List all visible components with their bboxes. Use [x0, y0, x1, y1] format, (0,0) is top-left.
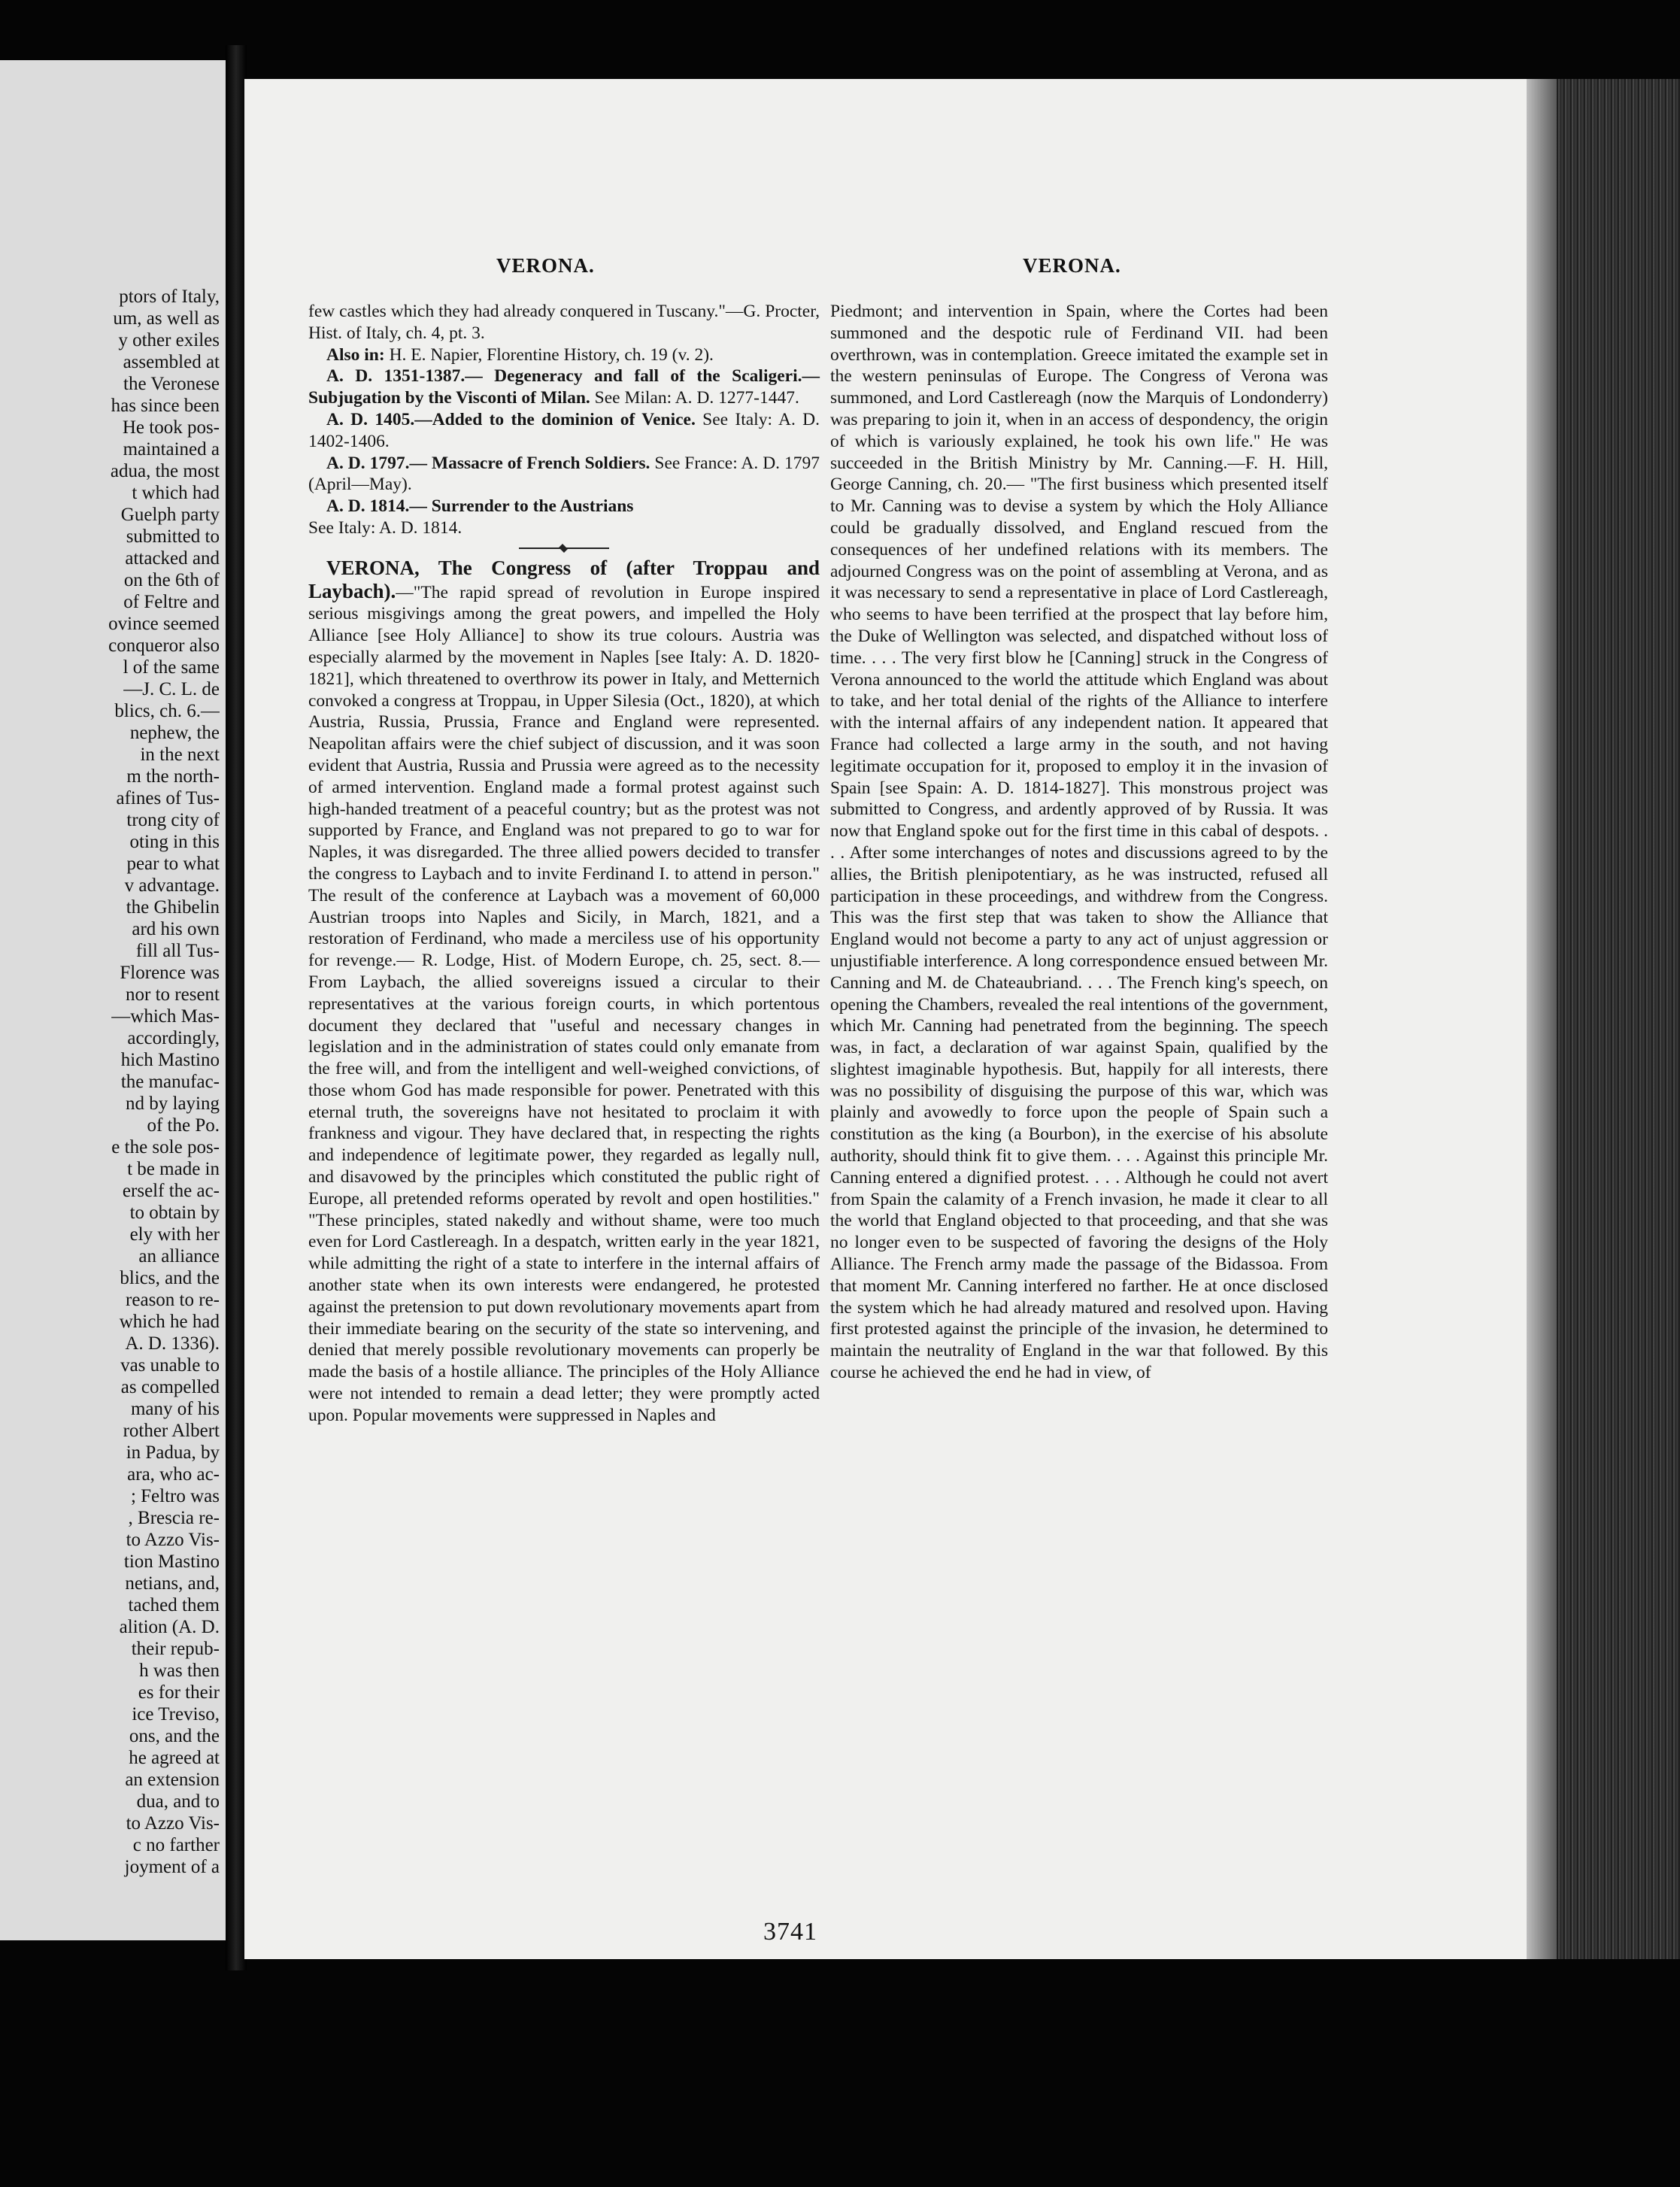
fragment-line: netians, and, — [125, 1573, 220, 1594]
fragment-line: h was then — [139, 1661, 220, 1681]
section-divider-ornament — [519, 544, 609, 553]
fragment-line: an alliance — [138, 1246, 220, 1266]
left-column — [308, 301, 820, 1427]
fragment-line: rother Albert — [123, 1421, 220, 1441]
fragment-line: ovince seemed — [108, 614, 220, 634]
entry-heading: A. D. 1351-1387.— Degeneracy and fall of the Scaligeri.— Subjugation by the Visconti of Milan. — [308, 366, 820, 408]
fragment-line: alition (A. D. — [119, 1617, 220, 1637]
congress-entry — [308, 557, 820, 1427]
fragment-line: m the north- — [126, 766, 220, 787]
fragment-line: trong city of — [126, 810, 220, 830]
fragment-line: A. D. 1336). — [125, 1333, 220, 1354]
entry-reference: See Italy: A. D. 1402-1406. — [308, 409, 820, 451]
fragment-line: ons, and the — [129, 1726, 220, 1746]
fragment-line: maintained a — [123, 439, 220, 460]
fragment-line: hich Mastino — [120, 1050, 220, 1070]
fragment-line: blics, and the — [120, 1268, 220, 1288]
also-in-label: Also in: — [326, 344, 385, 365]
fragment-line: , Brescia re- — [128, 1508, 220, 1528]
book-gutter — [226, 45, 247, 1970]
also-in-text: H. E. Napier, Florentine History, ch. 19 (v. 2). — [389, 344, 714, 365]
fragment-line: dua, and to — [136, 1791, 220, 1812]
fragment-line: erself the ac- — [122, 1181, 220, 1201]
fragment-line: many of his — [130, 1399, 220, 1419]
fragment-line: he agreed at — [129, 1748, 220, 1768]
congress-text: —"The rapid spread of revolution in Europe inspired serious misgivings among the great powers, and impelled the Holy Alliance [see Holy Alliance] to show its true colours. Austria was especially alarmed by the movement in Naples [see Italy: A. D. 1820-1821], which threatened to overthrow its power in Italy, and Metternich convoked a congress at Troppau, in Upper Silesia (Oct., 1820), at which Austria, Russia, Prussia, France and England were represented. Neapolitan affairs were the chief subject of discussion, and it was soon evident that Austria, Russia and Prussia were agreed as to the necessity of armed intervention. England made a formal protest against such high-handed treatment of a peaceful country; but as the protest was not supported by France, and England was not prepared to go to war for Naples, it was disregarded. The three allied powers decided to transfer the congress to Laybach and to invite Ferdinand I. to attend in person." The result of the conference at Laybach was a movement of 60,000 Austrian troops into Naples and Sicily, in March, 1821, and a restoration of Ferdinand, who made a merciless use of his opportunity for revenge.— R. Lodge, Hist. of Modern Europe, ch. 25, sect. 8.— From Laybach, the allied sovereigns issued a circular to their representatives at the various foreign courts, in which portentous document they declared that "useful and necessary changes in legislation and in the administration of states could only emanate from the free will, and from the intelligent and well-weighed convictions, of those whom God has made responsible for power. Penetrated with this eternal truth, the sovereigns have not hesitated to proclaim it with frankness and vigour. They have declared that, in respecting the rights and independence of legitimate power, they regarded as legally null, and disavowed by the principles which constituted the public right of Europe, all pretended reforms operated by revolt and open hostilities." "These principles, stated nakedly and without shame, were too much even for Lord Castlereagh. In a despatch, written early in the year 1821, while admitting the right of a state to interfere in the internal affairs of another state when its own interests were endangered, he protested against the pretension to put down revolutionary movements apart from their immediate bearing on the security of the state so intervening, and denied that merely possible revolutionary movements can properly be made the basis of a hostile alliance. The principles of the Holy Alliance were not intended to remain a dead letter; they were promptly acted upon. Popular movements were suppressed in Naples and — [308, 582, 820, 1425]
fragment-line: t which had — [132, 483, 220, 503]
fragment-line: l of the same — [123, 657, 220, 678]
entry — [308, 453, 820, 496]
entry — [308, 409, 820, 453]
fragment-line: in the next — [140, 745, 220, 765]
running-head-right: VERONA. — [1023, 254, 1121, 277]
page-edges — [1527, 79, 1680, 1959]
fragment-line: submitted to — [126, 526, 220, 547]
fragment-line: an extension — [125, 1770, 220, 1790]
entry-reference: See Milan: A. D. 1277-1447. — [594, 388, 799, 408]
fragment-line: on the 6th of — [123, 570, 220, 590]
right-column — [830, 301, 1328, 1384]
also-in-reference — [308, 344, 820, 366]
fragment-line: the Ghibelin — [126, 897, 220, 918]
fragment-line: oting in this — [129, 832, 220, 852]
fragment-line: es for their — [138, 1682, 220, 1703]
fragment-line: the manufac- — [120, 1072, 220, 1092]
fragment-line: ard his own — [132, 919, 220, 939]
entry — [308, 496, 820, 539]
fragment-line: —J. C. L. de — [123, 679, 220, 699]
fragment-line: has since been — [111, 396, 220, 416]
fragment-line: ice Treviso, — [132, 1704, 220, 1724]
fragment-line: the Veronese — [123, 374, 220, 394]
entry-heading: A. D. 1797.— Massacre of French Soldiers. — [326, 453, 650, 473]
fragment-line: um, as well as — [113, 308, 220, 329]
fragment-line: nephew, the — [129, 723, 220, 743]
fragment-line: vas unable to — [120, 1355, 220, 1376]
running-head-left: VERONA. — [496, 254, 595, 277]
fragment-line: tached them — [128, 1595, 220, 1615]
fragment-line: fill all Tus- — [135, 941, 220, 961]
fragment-line: pear to what — [126, 854, 220, 874]
congress-heading: VERONA, The Congress of (after Troppau and Laybach). — [308, 556, 820, 602]
fragment-line: t be made in — [127, 1159, 220, 1179]
fragment-line: He took pos- — [122, 417, 220, 438]
fragment-line: conqueror also — [108, 635, 220, 656]
paragraph: few castles which they had already conquered in Tuscany."—G. Procter, Hist. of Italy, ch. 4, pt. 3. — [308, 302, 820, 343]
fragment-line: y other exiles — [118, 330, 220, 350]
left-page-fragment — [0, 60, 226, 1940]
fragment-line: ptors of Italy, — [119, 287, 220, 307]
fragment-line: assembled at — [123, 352, 220, 372]
entry-reference: See France: A. D. 1797 (April—May). — [308, 453, 820, 495]
fragment-line: Florence was — [120, 963, 220, 983]
fragment-line: joyment of a — [124, 1857, 220, 1877]
fragment-line: of the Po. — [147, 1115, 220, 1136]
entry-heading: A. D. 1814.— Surrender to the Austrians — [326, 496, 634, 517]
fragment-line: nd by laying — [126, 1094, 220, 1114]
fragment-line: ara, who ac- — [127, 1464, 220, 1485]
fragment-line: reason to re- — [126, 1290, 220, 1310]
fragment-line: c no farther — [132, 1835, 220, 1855]
fragment-line: tion Mastino — [123, 1552, 220, 1572]
fragment-line: afines of Tus- — [116, 788, 220, 808]
fragment-line: adua, the most — [110, 461, 220, 481]
fragment-line: blics, ch. 6.— — [114, 701, 220, 721]
fragment-line: in Padua, by — [126, 1442, 220, 1463]
fragment-line: —which Mas- — [111, 1006, 220, 1027]
entry-heading: A. D. 1405.—Added to the dominion of Venice. — [326, 409, 696, 429]
fragment-line: accordingly, — [127, 1028, 220, 1048]
fragment-line: as compelled — [120, 1377, 220, 1397]
fragment-line: which he had — [119, 1312, 220, 1332]
page-number: 3741 — [763, 1918, 817, 1946]
fragment-line: to Azzo Vis- — [126, 1813, 220, 1834]
fragment-line: v advantage. — [124, 875, 220, 896]
fragment-line: attacked and — [125, 548, 220, 569]
fragment-line: to obtain by — [129, 1203, 220, 1223]
fragment-line: their repub- — [131, 1639, 220, 1659]
paragraph: Piedmont; and intervention in Spain, where the Cortes had been summoned and the despotic rule of Ferdinand VII. had been overthrown, was in contemplation. Greece imitated the example set in the western peninsulas of Europe. The Congress of Verona was summoned, and Lord Castlereagh (now the Marquis of Londonderry) was preparing to join it, when in an access of despondency, the origin of which is variously explained, he took his own life." He was succeeded in the British Ministry by Mr. Canning.—F. H. Hill, George Canning, ch. 20.— "The first business which presented itself to Mr. Canning was to devise a system by which the Holy Alliance could be gradually dissolved, and England rescued from the consequences of her undefined relations with its members. The adjourned Congress was on the point of assembling at Verona, and as it was necessary to send a representative in place of Lord Castlereagh, who seems to have been terrified at the prospect that lay before him, the Duke of Wellington was selected, and dispatched without loss of time. . . . The very first blow he [Canning] struck in the Congress of Verona announced to the world the attitude which England was about to take, and her total denial of the rights of the Alliance to interfere with the internal affairs of any independent nation. It appeared that France had collected a large army in the south, and not having legitimate occupation for it, proposed to employ it in the invasion of Spain [see Spain: A. D. 1814-1827]. This monstrous project was submitted to Congress, and ardently approved of by Russia. It was now that England spoke out for the first time in this cabal of despots. . . . After some interchanges of notes and discussions agreed to by the allies, the British plenipotentiary, as he was instructed, refused all participation in these proceedings, and withdrew from the Congress. This was the first step that was taken to show the Alliance that England would not become a party to any act of unjust aggression or unjustifiable interference. A long correspondence ensued between Mr. Canning and M. de Chateaubriand. . . . The French king's speech, on opening the Chambers, revealed the real intentions of the government, which Mr. Canning had penetrated from the beginning. The speech was, in fact, a declaration of war against Spain, qualified by the slightest imaginable hypothesis. But, happily for all interests, there was no possibility of disguising the purpose of this war, which was plainly and avowedly to force upon the people of Spain such a constitution as the king (a Bourbon), in the exercise of his absolute authority, should think fit to give them. . . . Against this principle Mr. Canning entered a dignified protest. . . . Although he could not avert from Spain the calamity of a French invasion, he made it clear to all the world that England objected to that proceeding, and that she was no longer even to be suspected of favoring the designs of the Holy Alliance. The French army made the passage of the Bidassoa. From that moment Mr. Canning interfered no farther. He at once disclosed the system which he had already matured and resolved upon. Having first protested against the principle of the invasion, he determined to maintain the neutrality of England in the war that followed. By this course he achieved the end he had in view, of — [830, 302, 1328, 1383]
left-page-text-fragment — [2, 286, 220, 1878]
entry — [308, 366, 820, 409]
fragment-line: ; Feltro was — [130, 1486, 220, 1506]
fragment-line: ely with her — [129, 1224, 220, 1245]
entry-reference: See Italy: A. D. 1814. — [308, 517, 462, 538]
fragment-line: nor to resent — [126, 984, 220, 1005]
fragment-line: Guelph party — [120, 505, 220, 525]
fragment-line: to Azzo Vis- — [126, 1530, 220, 1550]
fragment-line: of Feltre and — [123, 592, 220, 612]
fragment-line: e the sole pos- — [111, 1137, 220, 1157]
